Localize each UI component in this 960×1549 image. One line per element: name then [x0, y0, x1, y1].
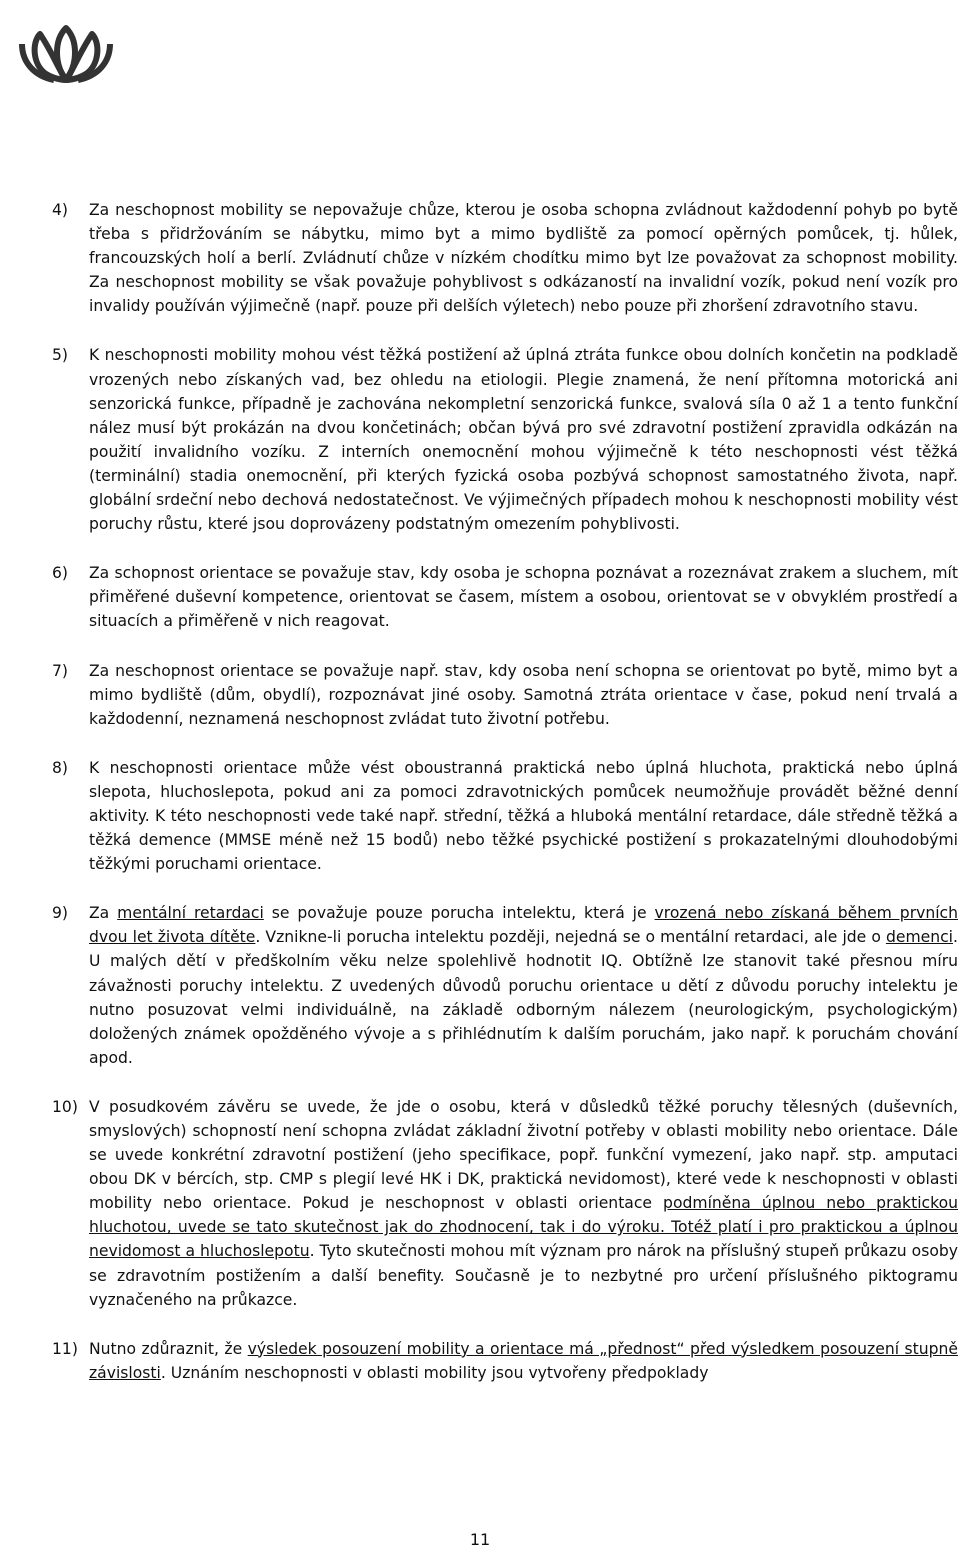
item-number: 6) — [52, 564, 69, 583]
page-number: 11 — [469, 1530, 491, 1549]
list-item — [52, 659, 958, 731]
item-text: K neschopnosti orientace může vést oboustranná praktická nebo úplná hluchota, praktická nebo úplná slepota, hluchoslepota, pokud ani za pomoci zdravotnických pomůcek neumožňuje provádět běžné denní aktivity. K této neschopnosti vede také např. střední, těžká a hluboká mentální retardace, dále středně těžká a těžká demence (MMSE méně než 15 bodů) nebo těžké psychické postižení s prokazatelnými dlouhodobými těžkými poruchami orientace. — [89, 758, 958, 874]
item-number: 9) — [52, 904, 69, 923]
item-text: K neschopnosti mobility mohou vést těžká postižení až úplná ztráta funkce obou dolních končetin na podkladě vrozených nebo získaných vad, bez ohledu na etiologii. Plegie znamená, že není přítomna motorická ani senzorická funkce, případně je zachována nekompletní senzorická funkce, svalová síla 0 až 1 a tento funkční nález musí být prokázán na dvou končetinách; občan bývá pro své zdravotní postižení zpravidla odkázán na použití invalidního vozíku. Z interních onemocnění mohou výjimečně k této neschopnosti vést těžká (terminální) stadia onemocnění, při kterých fyzická osoba pozbývá schopnost samostatného života, např. globální srdeční nebo dechová nedostatečnost. Ve výjimečných případech mohou k neschopnosti mobility vést poruchy růstu, které jsou doprovázeny podstatným omezením pohyblivosti. — [89, 346, 958, 534]
item-text: Za schopnost orientace se považuje stav, kdy osoba je schopna poznávat a rozeznávat zrakem a sluchem, mít přiměřené duševní kompetence, orientovat se časem, místem a osobou, orientovat se v obvyklém prostředí a situacích a přiměřeně v nich reagovat. — [89, 564, 958, 631]
item-number: 4) — [52, 201, 69, 219]
item-text: Za mentální retardaci se považuje pouze porucha intelektu, která je vrozená nebo získaná během prvních dvou let života dítěte. Vznikne-li porucha intelektu později, nejedná se o mentální retardaci, ale jde o demenci. U malých dětí v předškolním věku nelze spolehlivě hodnotit IQ. Obtížně lze stanovit také přesnou míru závažnosti poruchy intelektu. Z uvedených důvodů poruchu orientace u dětí z důvodu poruchy intelektu je nutno posuzovat velmi individuálně, na základě odborným nálezem (neurologickým, psychologickým) doložených známek opožděného vývoje a s přihlédnutím k dalším poruchám, jako např. k poruchám chování apod. — [89, 904, 959, 1067]
item-number: 7) — [52, 661, 69, 680]
item-number: 10) — [52, 1097, 78, 1116]
item-text: V posudkovém závěru se uvede, že jde o osobu, která v důsledků těžké poruchy tělesných (duševních, smyslových) schopností není schopna zvládat základní životní potřeby v oblasti mobility nebo orientace. Dále se uvede konkrétní zdravotní postižení (jeho specifikace, popř. funkční vymezení, jako např. stp. amputaci obou DK v bércích, stp. CMP s plegií levé HK i DK, praktická nevidomost), které vede k neschopnosti v oblasti mobility nebo orientace. Pokud je neschopnost v oblasti orientace podmíněna úplnou nebo praktickou hluchotou, uvede se tato skutečnost jak do zhodnocení, tak i do výroku. Totéž platí i pro praktickou a úplnou nevidomost a hluchoslepotu. Tyto skutečnosti mohou mít význam pro nárok na příslušný stupeň průkazu osoby se zdravotním postižením a další benefity. Současně je to nezbytné pro určení příslušného piktogramu vyznačeného na průkazce. — [89, 1097, 958, 1309]
item-text: Nutno zdůraznit, že výsledek posouzení mobility a orientace má „přednost“ před výsledkem posouzení stupně závislosti. Uznáním neschopnosti v oblasti mobility jsou vytvořeny předpoklady — [89, 1339, 959, 1382]
lotus-logo-icon — [10, 6, 122, 90]
list-item — [52, 1337, 958, 1385]
underlined-phrase: vrozená nebo získaná během prvních dvou let života dítěte — [89, 904, 959, 947]
item-number: 11) — [52, 1339, 78, 1358]
underlined-phrase: podmíněna úplnou nebo praktickou hluchotou, uvede se tato skutečnost jak do zhodnocení, tak i do výroku. Totéž platí i pro praktickou a úplnou nevidomost a hluchoslepotu — [89, 1194, 958, 1261]
list-item — [52, 756, 958, 876]
underlined-phrase: výsledek posouzení mobility a orientace má „přednost“ před výsledkem posouzení stupně závislosti — [89, 1339, 959, 1382]
item-number: 5) — [52, 346, 69, 365]
underlined-term: demenci — [885, 928, 954, 947]
list-item — [52, 1095, 958, 1312]
list-item — [52, 561, 958, 633]
list-item — [52, 343, 958, 536]
list-item — [52, 198, 958, 318]
item-text: Za neschopnost mobility se nepovažuje chůze, kterou je osoba schopna zvládnout každodenní pohyb po bytě třeba s přidržováním se nábytku, mimo byt a mimo bydliště za pomocí opěrných pomůcek, tj. hůlek, francouzských holí a berlí. Zvládnutí chůze v nízkém chodítku mimo byt lze považovat za schopnost mobility. Za neschopnost mobility se však považuje pohyblivost s odkázaností na invalidní vozík, pokud není vozík pro invalidy používán výjimečně (např. pouze při delších výletech) nebo pouze při zhoršení zdravotního stavu. — [89, 201, 958, 316]
list-item — [52, 901, 958, 1070]
item-number: 8) — [52, 758, 69, 777]
item-text: Za neschopnost orientace se považuje např. stav, kdy osoba není schopna se orientovat po bytě, mimo byt a mimo bydliště (dům, obydlí), rozpoznávat jiné osoby. Samotná ztráta orientace v čase, pokud není trvalá a každodenní, neznamená neschopnost zvládat tuto životní potřebu. — [89, 661, 958, 728]
document-body — [52, 198, 958, 1410]
underlined-term: mentální retardaci — [117, 904, 264, 923]
